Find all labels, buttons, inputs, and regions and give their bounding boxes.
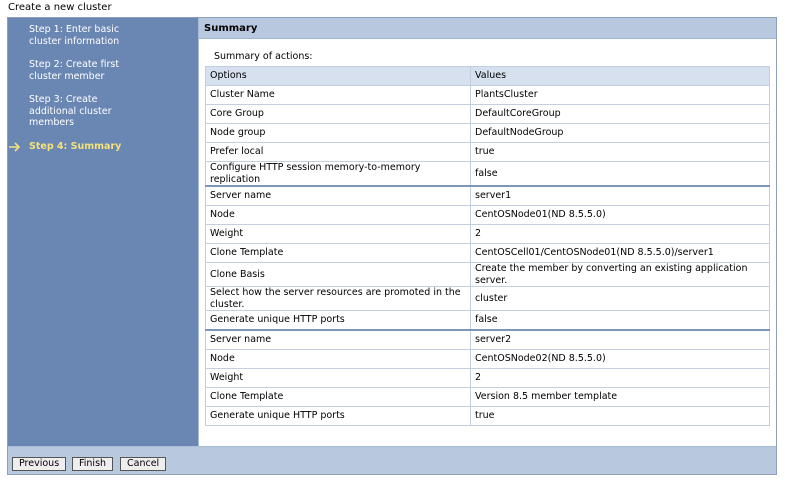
table-row bbox=[206, 244, 770, 263]
option-cell: Generate unique HTTP ports bbox=[206, 407, 471, 426]
page-title: Create a new cluster bbox=[8, 2, 112, 13]
step-4-label: Step 4: Summary bbox=[29, 141, 122, 152]
table-row bbox=[206, 86, 770, 105]
option-cell: Clone Template bbox=[206, 244, 471, 263]
previous-button[interactable]: Previous bbox=[12, 457, 66, 471]
value-cell: false bbox=[471, 311, 770, 331]
table-row bbox=[206, 330, 770, 350]
value-cell: true bbox=[471, 407, 770, 426]
option-cell: Generate unique HTTP ports bbox=[206, 311, 471, 331]
value-cell: 2 bbox=[471, 225, 770, 244]
table-row bbox=[206, 369, 770, 388]
option-cell: Node group bbox=[206, 124, 471, 143]
option-cell: Weight bbox=[206, 225, 471, 244]
wizard-footer bbox=[8, 447, 776, 474]
option-cell: Clone Basis bbox=[206, 263, 471, 287]
summary-table-body bbox=[206, 86, 770, 426]
table-header-row bbox=[206, 67, 770, 86]
value-cell: DefaultNodeGroup bbox=[471, 124, 770, 143]
value-cell: cluster bbox=[471, 287, 770, 311]
option-cell: Cluster Name bbox=[206, 86, 471, 105]
step-1-label: Step 1: Enter basic cluster information bbox=[29, 24, 120, 47]
wizard-steps-sidebar bbox=[8, 18, 198, 446]
option-cell: Core Group bbox=[206, 105, 471, 124]
table-row bbox=[206, 311, 770, 331]
option-cell: Server name bbox=[206, 330, 471, 350]
option-cell: Server name bbox=[206, 186, 471, 206]
option-cell: Weight bbox=[206, 369, 471, 388]
option-cell: Configure HTTP session memory-to-memory replication bbox=[206, 162, 471, 187]
summary-table bbox=[205, 66, 770, 426]
summary-heading: Summary bbox=[204, 23, 258, 34]
column-header-values: Values bbox=[471, 67, 770, 86]
option-cell: Node bbox=[206, 350, 471, 369]
table-row bbox=[206, 287, 770, 311]
option-cell: Prefer local bbox=[206, 143, 471, 162]
value-cell: true bbox=[471, 143, 770, 162]
column-header-options: Options bbox=[206, 67, 471, 86]
table-row bbox=[206, 263, 770, 287]
table-row bbox=[206, 124, 770, 143]
value-cell: server1 bbox=[471, 186, 770, 206]
table-row bbox=[206, 225, 770, 244]
value-cell: 2 bbox=[471, 369, 770, 388]
table-row bbox=[206, 143, 770, 162]
value-cell: Version 8.5 member template bbox=[471, 388, 770, 407]
option-cell: Select how the server resources are promoted in the cluster. bbox=[206, 287, 471, 311]
summary-panel bbox=[199, 18, 776, 446]
value-cell: Create the member by converting an existing application server. bbox=[471, 263, 770, 287]
cancel-button[interactable]: Cancel bbox=[120, 457, 166, 471]
finish-button[interactable]: Finish bbox=[72, 457, 113, 471]
option-cell: Node bbox=[206, 206, 471, 225]
summary-of-actions-label: Summary of actions: bbox=[214, 51, 313, 62]
value-cell: CentOSNode01(ND 8.5.5.0) bbox=[471, 206, 770, 225]
table-row bbox=[206, 186, 770, 206]
table-row bbox=[206, 407, 770, 426]
summary-header bbox=[199, 18, 776, 39]
value-cell: server2 bbox=[471, 330, 770, 350]
value-cell: CentOSCell01/CentOSNode01(ND 8.5.5.0)/server1 bbox=[471, 244, 770, 263]
step-3-label: Step 3: Create additional cluster members bbox=[29, 94, 112, 128]
value-cell: PlantsCluster bbox=[471, 86, 770, 105]
table-row bbox=[206, 350, 770, 369]
table-row bbox=[206, 105, 770, 124]
table-row bbox=[206, 206, 770, 225]
table-row bbox=[206, 388, 770, 407]
value-cell: false bbox=[471, 162, 770, 187]
value-cell: CentOSNode02(ND 8.5.5.0) bbox=[471, 350, 770, 369]
step-2-label: Step 2: Create first cluster member bbox=[29, 59, 120, 82]
value-cell: DefaultCoreGroup bbox=[471, 105, 770, 124]
option-cell: Clone Template bbox=[206, 388, 471, 407]
table-row bbox=[206, 162, 770, 187]
arrow-right-icon bbox=[8, 141, 22, 153]
